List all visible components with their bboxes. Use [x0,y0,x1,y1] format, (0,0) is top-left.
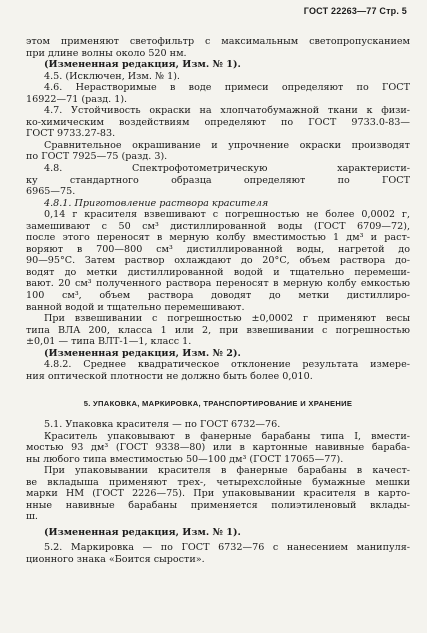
text-line: ±0,01 — типа ВЛТ-1—1, класс 1. [26,336,192,348]
text-line: Сравнительное окрашивание и упрочнение окраски производят [44,139,410,151]
text-line: после этого переносят в мерную колбу вместимостью 1 дм³ и раст- [26,232,410,244]
text-line: вают. 20 см³ полученного раствора переносят в мерную колбу емкостью 100 см³, объем раствора доводят до метки дистиллиро- [26,278,410,302]
section-spacer [26,410,410,419]
text-line: ны любого типа вместимостью 50—100 дм³ (ГОСТ 17065—77). [26,453,344,465]
text-line: Краситель упаковывают в фанерные барабаны типа I, вмести- [44,430,410,442]
text-line: ния оптической плотности не должно быть более 0,010. [26,370,313,382]
text-line: марки НМ (ГОСТ 2226—75). При упаковывании красителя в карто- [26,488,410,500]
document-body [26,36,410,566]
clause-4-8: 4.8. Спектрофотометрическую характеристи- [44,163,410,175]
text-line: 6965—75. [26,186,76,198]
text-line: нные навивные барабаны применяется полиэтиленовый вклады- [26,499,410,511]
clause-4-7: 4.7. Устойчивость окраски на хлопчатобумажной ткани к физи- [44,105,410,117]
text-line: ве вкладыша применяют трех-, четырехслойные бумажные мешки [26,476,410,488]
text-line: замешивают с 50 см³ дистиллированной воды (ГОСТ 6709—72), [26,220,410,232]
text-line: 16922—71 (разд. 1). [26,93,128,105]
text-line: ку стандартного образца определяют по ГОСТ [26,174,410,186]
text-line: ко-химическим воздействиям определяют по ГОСТ 9733.0-83— [26,116,410,128]
text-line: При упаковывании красителя в фанерные барабаны в качест- [44,465,410,477]
text-line: ванной водой и тщательно перемешивают. [26,301,245,313]
section-5-title: 5. УПАКОВКА, МАРКИРОВКА, ТРАНСПОРТИРОВАНИЕ И ХРАНЕНИЕ [83,399,353,409]
text-line: этом применяют светофильтр с максимальным светопропусканием [26,36,410,47]
text-line: 90—95°С. Затем раствор охлаждают до 20°С, объем раствора до- [26,255,410,267]
text-line: воряют в 700—800 см³ дистиллированной воды, нагретой до [26,243,410,255]
clause-5-1: 5.1. Упаковка красителя — по ГОСТ 6732—76. [44,418,281,430]
text-line: ГОСТ 9733.27-83. [26,128,116,140]
text-line: водят до метки дистиллированной водой и тщательно перемеши- [26,266,410,278]
clause-4-8-1-heading: 4.8.1. Приготовление раствора красителя [44,197,269,209]
text-line: типа ВЛА 200, класса 1 или 2, при взвешивании с погрешностью [26,324,410,336]
text-line: При взвешивании с погрешностью ±0,0002 г применяют весы [44,313,410,325]
clause-4-6: 4.6. Нерастворимые в воде примеси определяют по ГОСТ [44,82,410,94]
amendment-note: (Измененная редакция, Изм. № 1). [44,59,241,71]
text-line: 0,14 г красителя взвешивают с погрешностью не более 0,0002 г, [44,209,410,221]
section-spacer [26,382,410,398]
text-line: ционного знака «Боится сырости». [26,553,205,565]
clause-5-2: 5.2. Маркировка — по ГОСТ 6732—76 с нанесением манипуля- [44,542,410,554]
amendment-note: (Измененная редакция, Изм. № 1). [44,526,241,538]
page-header: ГОСТ 22263—77 Стр. 5 [303,6,407,16]
text-line: мостью 93 дм³ (ГОСТ 9338—80) или в картонные навивные бараба- [26,442,410,454]
clause-4-5: 4.5. (Исключен, Изм. № 1). [44,70,180,82]
clause-4-8-2: 4.8.2. Среднее квадратическое отклонение результата измере- [44,359,410,371]
amendment-note: (Измененная редакция, Изм. № 2). [44,347,241,359]
text-line: по ГОСТ 7925—75 (разд. 3). [26,151,168,163]
text-line: при длине волны около 520 нм. [26,47,187,59]
text-line: ш. [26,511,38,523]
